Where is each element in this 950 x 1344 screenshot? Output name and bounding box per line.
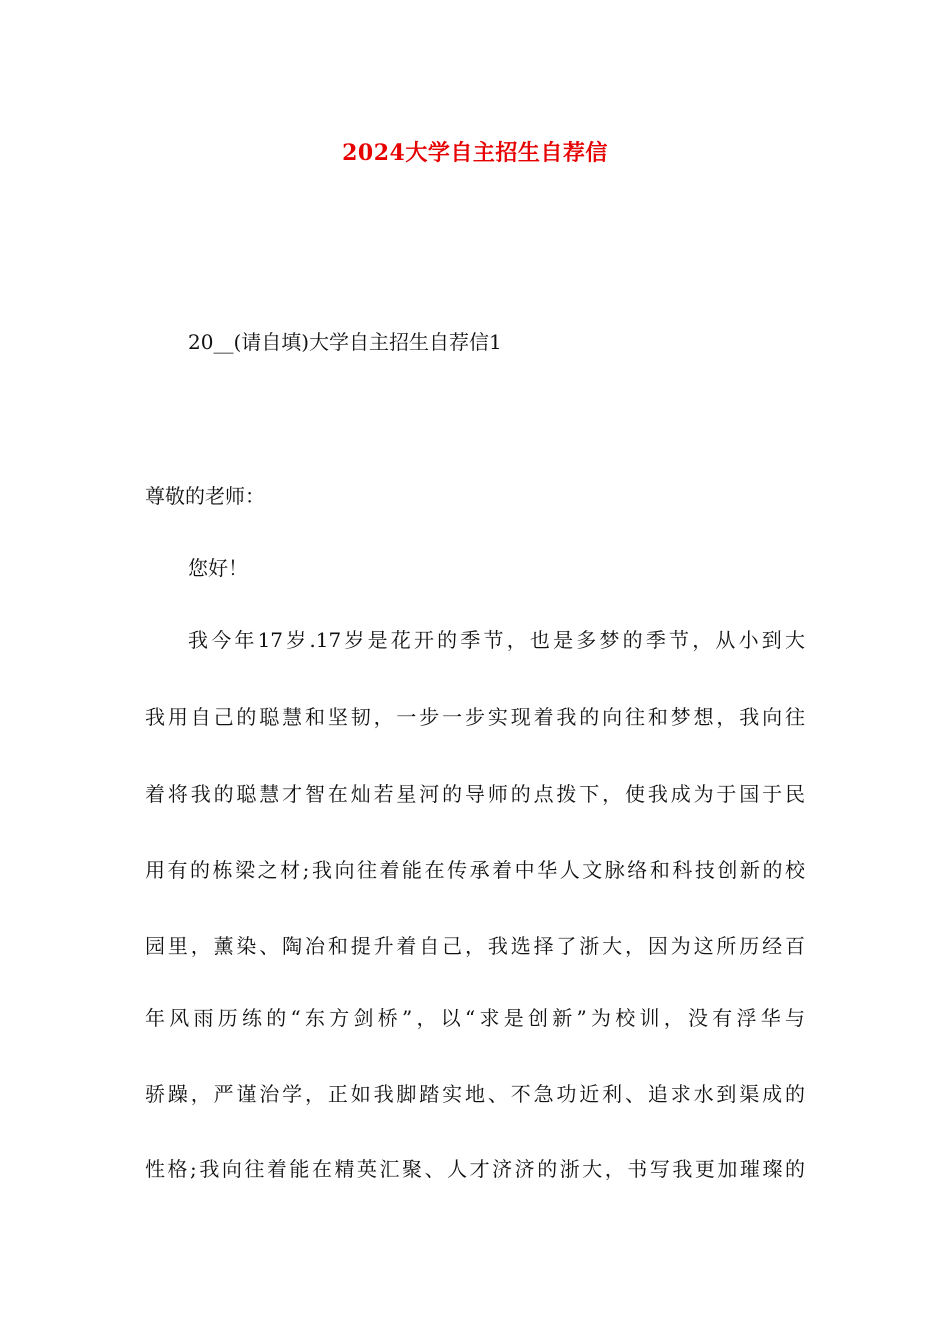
body-line: 用有的栋梁之材;我向往着能在传承着中华人文脉络和科技创新的校	[145, 858, 805, 882]
body-line: 着将我的聪慧才智在灿若星河的导师的点拨下，使我成为于国于民	[145, 782, 805, 806]
body-line: 我今年17岁.17岁是花开的季节，也是多梦的季节，从小到大	[188, 628, 805, 652]
body-line: 我用自己的聪慧和坚韧，一步一步实现着我的向往和梦想，我向往	[145, 705, 805, 729]
body-line: 骄躁，严谨治学，正如我脚踏实地、不急功近利、追求水到渠成的	[145, 1082, 805, 1106]
document-title: 2024大学自主招生自荐信	[342, 140, 608, 166]
letter-heading: 20__(请自填)大学自主招生自荐信1	[188, 330, 502, 354]
body-line: 园里，薰染、陶冶和提升着自己，我选择了浙大，因为这所历经百	[145, 934, 805, 958]
salutation: 尊敬的老师：	[145, 484, 265, 508]
greeting: 您好！	[188, 556, 248, 580]
body-line: 年风雨历练的“东方剑桥”，以“求是创新”为校训，没有浮华与	[145, 1006, 805, 1030]
body-line: 性格;我向往着能在精英汇聚、人才济济的浙大，书写我更加璀璨的	[145, 1157, 805, 1181]
